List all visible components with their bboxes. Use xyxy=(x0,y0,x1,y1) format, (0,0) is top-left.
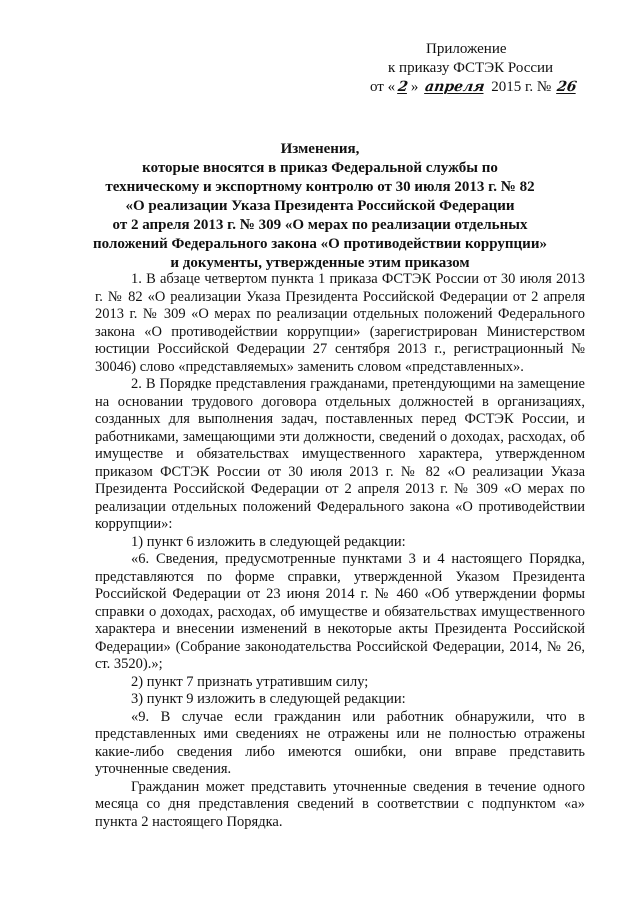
handwritten-day: 2 xyxy=(397,79,410,95)
title-line: от 2 апреля 2013 г. № 309 «О мерах по реализации отдельных xyxy=(112,217,528,233)
quoted-item-9: «9. В случае если гражданин или работник обнаружили, что в представленных ими сведениях не отражены или не полностью отражены какие-либо сведения либо имеются ошибки, они вправе представить уточненные сведения. xyxy=(95,708,585,777)
date-mid: » xyxy=(410,79,419,95)
paragraph-1: 1. В абзаце четвертом пункта 1 приказа ФСТЭК России от 30 июля 2013 г. № 82 «О реализации Указа Президента Российской Федерации от 2 апреля 2013 г. № 309 «О мерах по реализации отдельных положений Федерального закона «О противодействии коррупции» (зарегистрирован Министерством юстиции Российской Федерации 27 сентября 2013 г., регистрационный № 30046) слово «представляемых» заменить словом «представленных». xyxy=(95,271,585,375)
title-line: которые вносятся в приказ Федеральной службы по xyxy=(142,160,498,176)
document-body xyxy=(95,271,585,831)
title-line: техническому и экспортному контролю от 30 июля 2013 г. № 82 xyxy=(105,179,535,195)
date-year: 2015 г. № xyxy=(491,79,552,95)
quoted-item-6: «6. Сведения, предусмотренные пунктами 3 и 4 настоящего Порядка, представляются по форме справки, утвержденной Указом Президента Российской Федерации от 23 июня 2014 г. № 460 «Об утверждении формы справки о доходах, расходах, об имуществе и обязательствах имущественного характера и внесении изменений в некоторые акты Президента Российской Федерации» (Собрание законодательства Российской Федерации, 2014, № 26, ст. 3520).»; xyxy=(95,551,585,672)
document-title xyxy=(90,140,550,273)
appendix-header xyxy=(370,40,600,97)
date-prefix: от « xyxy=(370,79,396,95)
subitem-3: 3) пункт 9 изложить в следующей редакции: xyxy=(131,691,406,707)
appendix-label: Приложение xyxy=(426,41,507,57)
paragraph-citizen: Гражданин может представить уточненные сведения в течение одного месяца со дня представления сведений в соответствии с подпунктом «а» пункта 2 настоящего Порядка. xyxy=(95,778,585,830)
handwritten-order-number: 26 xyxy=(555,79,578,95)
paragraph-2: 2. В Порядке представления гражданами, претендующими на замещение на основании трудового договора отдельных должностей в организациях, созданных для выполнения задач, поставленных перед ФСТЭК России, и работниками, замещающими эти должности, сведений о доходах, расходах, об имуществе и обязательствах имущественного характера, утвержденном приказом ФСТЭК России от 30 июля 2013 г. № 82 «О реализации Указа Президента Российской Федерации от 2 апреля 2013 г. № 309 «О мерах по реализации отдельных положений Федерального закона «О противодействии коррупции»: xyxy=(95,376,585,532)
subitem-1: 1) пункт 6 изложить в следующей редакции: xyxy=(131,533,406,550)
title-line: и документы, утвержденные этим приказом xyxy=(170,255,470,271)
order-date-line xyxy=(370,78,600,97)
handwritten-month: апреля xyxy=(424,79,486,95)
title-line: Изменения, xyxy=(280,141,360,157)
order-reference: к приказу ФСТЭК России xyxy=(388,60,554,76)
title-line: «О реализации Указа Президента Российской Федерации xyxy=(125,198,515,214)
subitem-2: 2) пункт 7 признать утратившим силу; xyxy=(131,673,369,690)
title-line: положений Федерального закона «О противодействии коррупции» xyxy=(93,236,547,252)
